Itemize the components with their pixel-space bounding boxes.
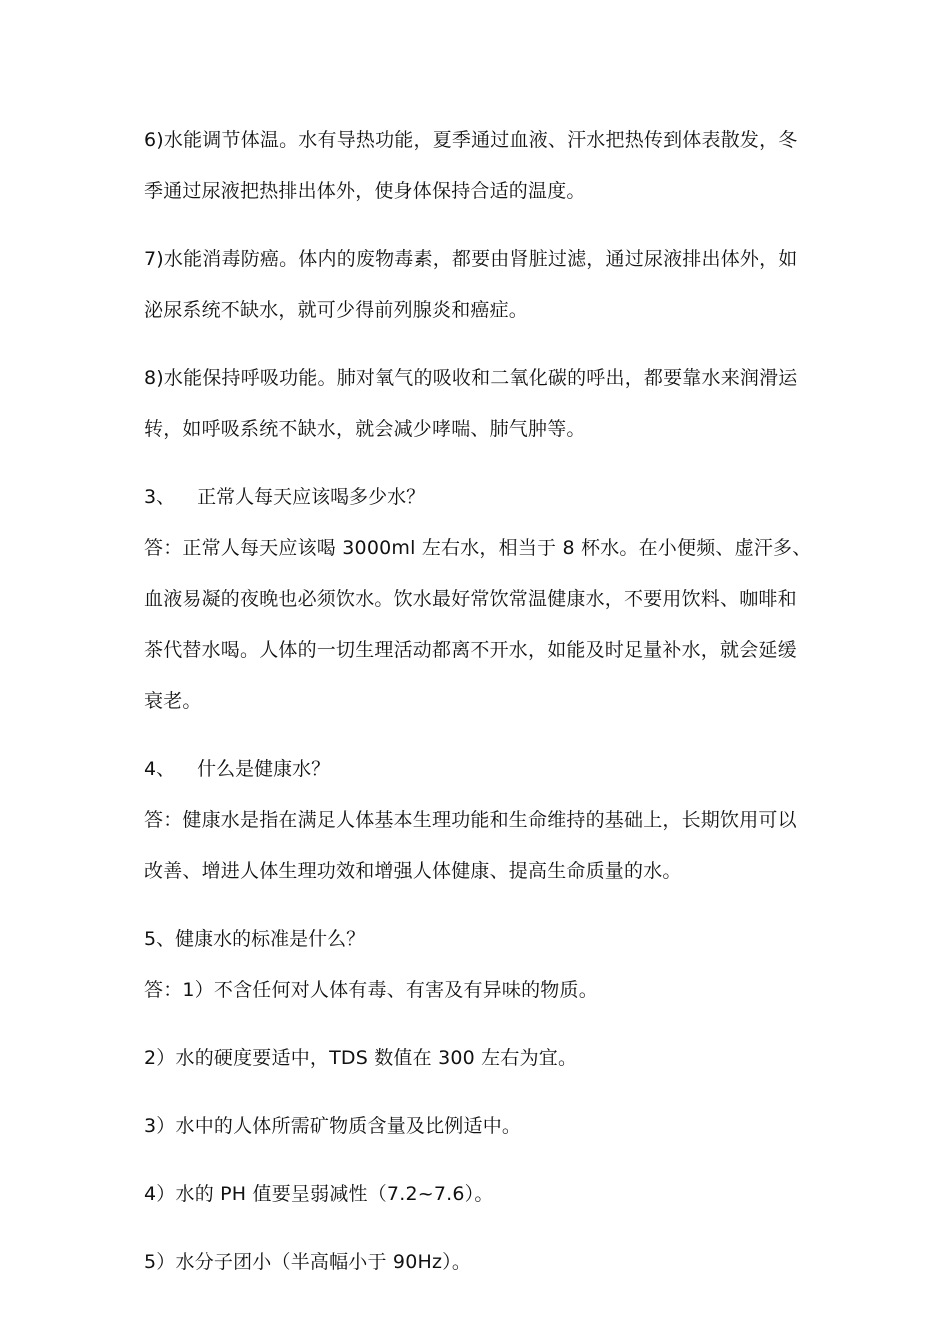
document-body bbox=[144, 115, 814, 1288]
question-5-heading: 5、健康水的标准是什么？ bbox=[144, 928, 366, 950]
paragraph-item-7: 7)水能消毒防癌。体内的废物毒素，都要由肾脏过滤，通过尿液排出体外，如泌尿系统不缺水，就可少得前列腺炎和癌症。 bbox=[144, 248, 798, 321]
standard-item-5: 5）水分子团小（半高幅小于 90Hz）。 bbox=[144, 1251, 472, 1273]
answer-3: 答：正常人每天应该喝 3000ml 左右水，相当于 8 杯水。在小便频、虚汗多、血液易凝的夜晚也必须饮水。饮水最好常饮常温健康水，不要用饮料、咖啡和茶代替水喝。人体的一切生理活动都离不开水，如能及时足量补水，就会延缓衰老。 bbox=[144, 537, 812, 712]
question-4-number: 4、 bbox=[144, 758, 176, 780]
paragraph-item-8: 8)水能保持呼吸功能。肺对氧气的吸收和二氧化碳的呼出，都要靠水来润滑运转，如呼吸系统不缺水，就会减少哮喘、肺气肿等。 bbox=[144, 367, 798, 440]
question-3-text: 正常人每天应该喝多少水？ bbox=[197, 486, 426, 508]
question-3-heading bbox=[144, 472, 814, 523]
paragraph-item-6: 6)水能调节体温。水有导热功能，夏季通过血液、汗水把热传到体表散发，冬季通过尿液把热排出体外，使身体保持合适的温度。 bbox=[144, 129, 798, 202]
standard-item-4: 4）水的 PH 值要呈弱减性（7.2~7.6）。 bbox=[144, 1183, 494, 1205]
question-4-heading bbox=[144, 744, 814, 795]
standard-item-3: 3）水中的人体所需矿物质含量及比例适中。 bbox=[144, 1115, 522, 1137]
standard-item-1: 答：1）不含任何对人体有毒、有害及有异味的物质。 bbox=[144, 979, 598, 1001]
standard-item-2: 2）水的硬度要适中，TDS 数值在 300 左右为宜。 bbox=[144, 1047, 578, 1069]
answer-4: 答：健康水是指在满足人体基本生理功能和生命维持的基础上，长期饮用可以改善、增进人体生理功效和增强人体健康、提高生命质量的水。 bbox=[144, 809, 797, 882]
question-3-number: 3、 bbox=[144, 486, 176, 508]
question-4-text: 什么是健康水？ bbox=[197, 758, 331, 780]
